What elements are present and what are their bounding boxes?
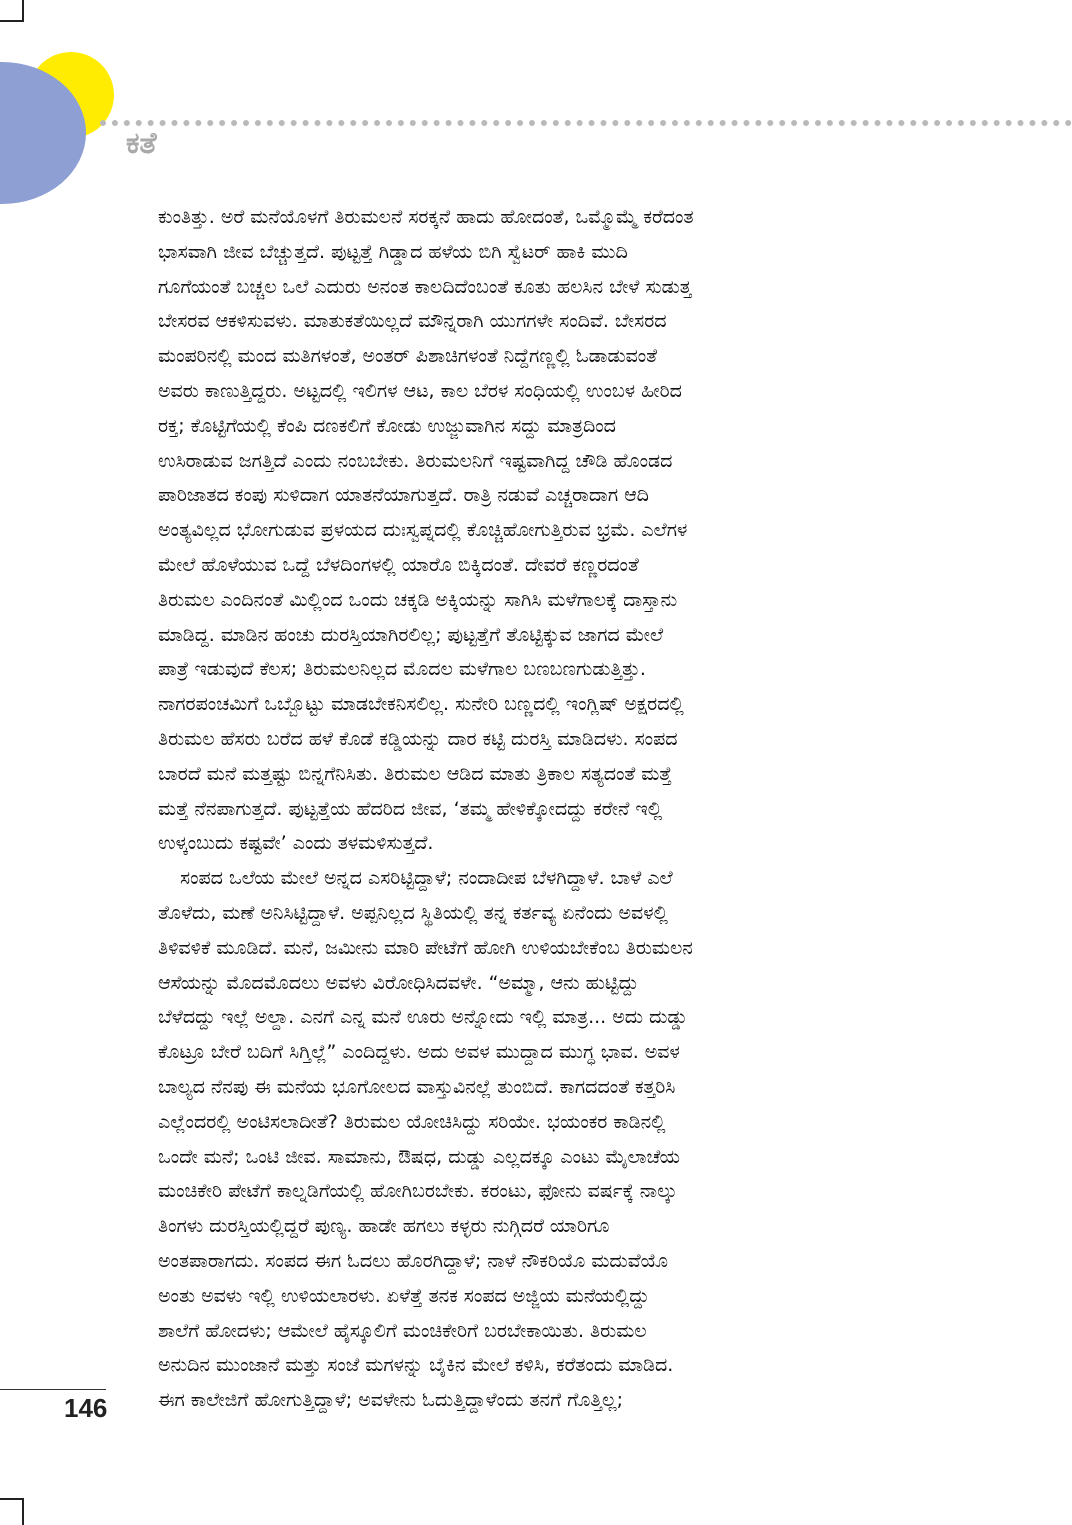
text-line: ತಿರುಮಲ ಎಂದಿನಂತೆ ಮಿಲ್ಲಿಂದ ಒಂದು ಚಕ್ಕಡಿ ಅಕ್ಕಿಯನ್ನು ಸಾಗಿಸಿ ಮಳೆಗಾಲಕ್ಕೆ ದಾಸ್ತಾನು xyxy=(158,588,678,611)
text-line: ಬಾಲ್ಯದ ನೆನಪು ಈ ಮನೆಯ ಭೂಗೋಲದ ವಾಸ್ತುವಿನಲ್ಲೆ ತುಂಬಿದೆ. ಕಾಗದದಂತೆ ಕತ್ತರಿಸಿ xyxy=(158,1075,676,1098)
text-line: ಶಾಲೆಗೆ ಹೋದಳು; ಆಮೇಲೆ ಹೈಸ್ಕೂಲಿಗೆ ಮಂಚಿಕೇರಿಗೆ ಬರಬೇಕಾಯಿತು. ತಿರುಮಲ xyxy=(158,1319,647,1342)
text-line: ಅಂತಪಾರಾಗದು. ಸಂಪದ ಈಗ ಓದಲು ಹೊರಗಿದ್ದಾಳೆ; ನಾಳೆ ನೌಕರಿಯೊ ಮದುವೆಯೊ xyxy=(158,1249,669,1272)
text-line: ಉಸಿರಾಡುವ ಜಗತ್ತಿದೆ ಎಂದು ನಂಬಬೇಕು. ತಿರುಮಲನಿಗೆ ಇಷ್ಟವಾಗಿದ್ದ ಚೌಡಿ ಹೊಂಡದ xyxy=(158,449,673,472)
page-number: 146 xyxy=(64,1393,108,1423)
text-line: ಮಂಚಿಕೇರಿ ಪೇಟೆಗೆ ಕಾಲ್ನಡಿಗೆಯಲ್ಲಿ ಹೋಗಿಬರಬೇಕು. ಕರಂಟು, ಫೋನು ವರ್ಷಕ್ಕೆ ನಾಲ್ಕು xyxy=(158,1180,678,1203)
text-line: ಮಾಡಿದ್ದ. ಮಾಡಿನ ಹಂಚು ದುರಸ್ತಿಯಾಗಿರಲಿಲ್ಲ; ಪುಟ್ಟತ್ತೆಗೆ ತೊಟ್ಟಿಕ್ಕುವ ಜಾಗದ ಮೇಲೆ xyxy=(158,623,664,646)
text-line: ಮೇಲೆ ಹೊಳೆಯುವ ಒದ್ದೆ ಬೆಳದಿಂಗಳಲ್ಲಿ ಯಾರೊ ಬಿಕ್ಕಿದಂತೆ. ದೇವರೆ ಕಣ್ಣರದಂತೆ xyxy=(158,553,639,576)
text-line: ಬೆಳೆದದ್ದು ಇಲ್ಲೆ ಅಲ್ದಾ. ಎನಗೆ ಎನ್ನ ಮನೆ ಊರು ಅನ್ನೋದು ಇಲ್ಲಿ ಮಾತ್ರ... ಅದು ದುಡ್ಡು xyxy=(158,1006,688,1029)
text-line: ತಿಳಿವಳಿಕೆ ಮೂಡಿದೆ. ಮನೆ, ಜಮೀನು ಮಾರಿ ಪೇಟೆಗೆ ಹೋಗಿ ಉಳಿಯಬೇಕೆಂಬ ತಿರುಮಲನ xyxy=(158,936,693,959)
text-line: ತಿಂಗಳು ದುರಸ್ತಿಯಲ್ಲಿದ್ದರೆ ಪುಣ್ಯ. ಹಾಡೇ ಹಗಲು ಕಳ್ಳರು ನುಗ್ಗಿದರೆ ಯಾರಿಗೂ xyxy=(158,1215,610,1238)
text-line: ಈಗ ಕಾಲೇಜಿಗೆ ಹೋಗುತ್ತಿದ್ದಾಳೆ; ಅವಳೇನು ಓದುತ್ತಿದ್ದಾಳೆಂದು ತನಗೆ ಗೊತ್ತಿಲ್ಲ; xyxy=(158,1389,623,1412)
footer-rule xyxy=(0,1389,106,1390)
text-line: ಮತ್ತೆ ನೆನಪಾಗುತ್ತದೆ. ಪುಟ್ಟತ್ತೆಯ ಹೆದರಿದ ಜೀವ, ‘ತಮ್ಮ ಹೇಳಿಕ್ಕೋದದ್ದು ಕರೇನೆ ಇಲ್ಲಿ xyxy=(158,797,663,820)
text-line: ಮಂಪರಿನಲ್ಲಿ ಮಂದ ಮತಿಗಳಂತೆ, ಅಂತರ್ ಪಿಶಾಚಿಗಳಂತೆ ನಿದ್ದೆಗಣ್ಣಲ್ಲಿ ಓಡಾಡುವಂತೆ xyxy=(158,345,658,368)
crop-mark-bottom xyxy=(22,1498,24,1525)
text-line: ಬೇಸರವ ಆಕಳಿಸುವಳು. ಮಾತುಕತೆಯಿಲ್ಲದೆ ಮೌನ್ನರಾಗಿ ಯುಗಗಳೇ ಸಂದಿವೆ. ಬೇಸರದ xyxy=(158,310,667,333)
text-line: ಪಾತ್ರೆ ಇಡುವುದೆ ಕೆಲಸ; ತಿರುಮಲನಿಲ್ಲದ ಮೊದಲ ಮಳೆಗಾಲ ಬಣಬಣಗುಡುತ್ತಿತ್ತು. xyxy=(158,658,646,681)
text-line: ತೊಳೆದು, ಮಣೆ ಅನಿಸಿಟ್ಟಿದ್ದಾಳೆ. ಅಪ್ಪನಿಲ್ಲದ ಸ್ಥಿತಿಯಲ್ಲಿ ತನ್ನ ಕರ್ತವ್ಯ ಏನೆಂದು ಅವಳಲ್ಲಿ xyxy=(158,901,668,924)
text-line: ಕುಂತಿತ್ತು. ಅರೆ ಮನೆಯೊಳಗೆ ತಿರುಮಲನೆ ಸರಕ್ಕನೆ ಹಾದು ಹೋದಂತೆ, ಒಮ್ಮೊಮ್ಮೆ ಕರೆದಂತ xyxy=(158,206,694,228)
text-line: ಒಂದೇ ಮನೆ; ಒಂಟಿ ಜೀವ. ಸಾಮಾನು, ಔಷಧ, ದುಡ್ಡು ಎಲ್ಲದಕ್ಕೂ ಎಂಟು ಮೈಲಾಚೆಯ xyxy=(158,1145,681,1168)
text-line: ಆಸೆಯನ್ನು ಮೊದಮೊದಲು ಅವಳು ವಿರೋಧಿಸಿದವಳೇ. “ಅಮ್ಮಾ, ಆನು ಹುಟ್ಟಿದ್ದು xyxy=(158,971,639,994)
text-line: ಸಂಪದ ಒಲೆಯ ಮೇಲೆ ಅನ್ನದ ಎಸರಿಟ್ಟಿದ್ದಾಳೆ; ನಂದಾದೀಪ ಬೆಳಗಿದ್ದಾಳೆ. ಬಾಳೆ ಎಲೆ xyxy=(180,867,673,890)
text-line: ಅಂತು ಅವಳು ಇಲ್ಲಿ ಉಳಿಯಲಾರಳು. ಏಳೆತ್ತೆ ತನಕ ಸಂಪದ ಅಜ್ಜಿಯ ಮನೆಯಲ್ಲಿದ್ದು xyxy=(158,1284,650,1307)
text-line: ಎಲ್ಲೆಂದರಲ್ಲಿ ಅಂಟಿಸಲಾದೀತೆ? ತಿರುಮಲ ಯೋಚಿಸಿದ್ದು ಸರಿಯೇ. ಭಯಂಕರ ಕಾಡಿನಲ್ಲಿ xyxy=(158,1110,666,1133)
text-line: ಬಾರದೆ ಮನೆ ಮತ್ತಷ್ಟು ಬಿನ್ನಗೆನಿಸಿತು. ತಿರುಮಲ ಆಡಿದ ಮಾತು ತ್ರಿಕಾಲ ಸತ್ಯದಂತೆ ಮತ್ತೆ xyxy=(158,762,672,785)
crop-mark-top-horizontal xyxy=(0,20,24,22)
section-label: ಕತೆ xyxy=(126,126,157,161)
crop-mark-top xyxy=(22,0,24,22)
text-line: ಉಳ್ಕಂಬುದು ಕಷ್ಟವೇ’ ಎಂದು ತಳಮಳಿಸುತ್ತದೆ. xyxy=(158,832,434,855)
text-line: ತಿರುಮಲ ಹೆಸರು ಬರೆದ ಹಳೆ ಕೊಡೆ ಕಡ್ಡಿಯನ್ನು ದಾರ ಕಟ್ಟಿ ದುರಸ್ತಿ ಮಾಡಿದಳು. ಸಂಪದ xyxy=(158,727,678,750)
text-line: ಅಂತ್ಯವಿಲ್ಲದ ಭೋಗುಡುವ ಪ್ರಳಯದ ದುಃಸ್ವಪ್ನದಲ್ಲಿ ಕೊಚ್ಚಿಹೋಗುತ್ತಿರುವ ಭ್ರಮೆ. ಎಲೆಗಳ xyxy=(158,519,688,542)
text-line: ಗೂಗೆಯಂತೆ ಬಚ್ಚಲ ಒಲೆ ಎದುರು ಅನಂತ ಕಾಲದಿದೆಂಬಂತೆ ಕೂತು ಹಲಸಿನ ಬೇಳೆ ಸುಡುತ್ತ xyxy=(158,275,692,298)
crop-mark-bottom-horizontal xyxy=(0,1498,24,1500)
text-line: ರಕ್ತ; ಕೊಟ್ಟಿಗೆಯಲ್ಲಿ ಕೆಂಪಿ ದಣಕಲಿಗೆ ಕೋಡು ಉಜ್ಜುವಾಗಿನ ಸದ್ದು ಮಾತ್ರದಿಂದ xyxy=(158,414,616,437)
text-line: ಅವರು ಕಾಣುತ್ತಿದ್ದರು. ಅಟ್ಟದಲ್ಲಿ ಇಲಿಗಳ ಆಟ, ಕಾಲ ಬೆರಳ ಸಂಧಿಯಲ್ಲಿ ಉಂಬಳ ಹೀರಿದ xyxy=(158,379,682,402)
text-line: ಪಾರಿಜಾತದ ಕಂಪು ಸುಳಿದಾಗ ಯಾತನೆಯಾಗುತ್ತದೆ. ರಾತ್ರಿ ನಡುವೆ ಎಚ್ಚರಾದಾಗ ಆದಿ xyxy=(158,484,649,507)
text-line: ಕೊಟ್ರೂ ಬೇರೆ ಬದಿಗೆ ಸಿಗ್ತಿಲ್ಲೆ” ಎಂದಿದ್ದಳು. ಅದು ಅವಳ ಮುದ್ದಾದ ಮುಗ್ಧ ಭಾವ. ಅವಳ xyxy=(158,1041,680,1064)
text-line: ಭಾಸವಾಗಿ ಜೀವ ಬೆಚ್ಚುತ್ತದೆ. ಪುಟ್ಟತ್ತೆ ಗಿಡ್ಡಾದ ಹಳೆಯ ಬಿಗಿ ಸ್ವೆಟರ್ ಹಾಕಿ ಮುದಿ xyxy=(158,240,628,263)
text-line: ಅನುದಿನ ಮುಂಜಾನೆ ಮತ್ತು ಸಂಜೆ ಮಗಳನ್ನು ಬೈಕಿನ ಮೇಲೆ ಕಳಿಸಿ, ಕರೆತಂದು ಮಾಡಿದ. xyxy=(158,1354,674,1377)
story-body-text xyxy=(158,200,900,1418)
text-line: ನಾಗರಪಂಚಮಿಗೆ ಒಬ್ಬೊಟ್ಟು ಮಾಡಬೇಕನಿಸಲಿಲ್ಲ. ಸುನೇರಿ ಬಣ್ಣದಲ್ಲಿ ಇಂಗ್ಲಿಷ್ ಅಕ್ಷರದಲ್ಲಿ xyxy=(158,693,684,716)
header-dotted-rule xyxy=(100,120,1072,126)
